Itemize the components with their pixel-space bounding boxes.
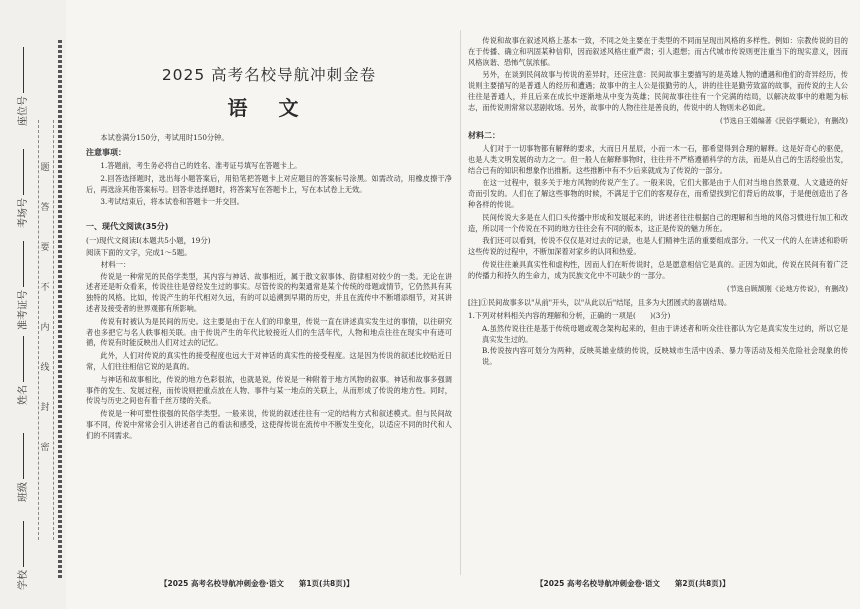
exam-title: 2025 高考名校导航冲刺金卷 bbox=[161, 66, 377, 84]
binding-border bbox=[58, 40, 62, 580]
passage-paragraph: 我们还可以看到，传说不仅仅是对过去的记录，也是人们精神生活的重要组成部分。一代又一代的人在讲述和聆听这些传说的过程中，不断加深着对家乡的认同和热爱。 bbox=[468, 236, 848, 257]
passage-paragraph: 民间传说大多是在人们口头传播中形成和发展起来的，讲述者往往根据自己的理解和当地的风俗习惯进行加工和改造，所以同一个传说在不同的地方往往会有不同的版本，这正是传说的魅力所在。 bbox=[468, 212, 848, 233]
seal-char: 密 bbox=[40, 443, 50, 453]
instruction-item: 2.回答选择题时，选出每小题答案后，用铅笔把答题卡上对应题目的答案标号涂黑。如需改动，用橡皮擦干净后，再选涂其他答案标号。回答非选择题时，将答案写在答题卡上，写在本试卷上无效。 bbox=[86, 173, 452, 194]
passage-paragraph: 传说是一种可塑性很强的民俗学类型。一般来说，传说的叙述往往有一定的结构方式和叙述模式。但与民间故事不同，传说中常常会引入讲述者自己的看法和感受，这使得传说在流传中不断发生变化，以适应不同的时代和人们的不同需求。 bbox=[86, 409, 452, 440]
passage-paragraph: 人们对于一切事物都有解释的要求，大而日月星辰，小而一木一石，都希望得到合理的解释。这是好奇心的驱使，也是人类文明发展的动力之一。但一般人在解释事物时，往往并不严格遵循科学的方法，而是从自己的生活经验出发，结合已有的知识和想象作出推断。这些推断中有不少后来就成为了传说的一部分。 bbox=[468, 144, 848, 175]
source-citation: (节选自顾颉刚《论地方传说》，有删改) bbox=[727, 284, 848, 293]
binding-field-room[interactable]: 考场号 bbox=[14, 149, 29, 228]
page-footer: 【2025 高考名校导航冲刺金卷·语文 第1页(共8页)】 bbox=[160, 579, 354, 588]
instructions-heading: 注意事项： bbox=[86, 148, 126, 158]
passage-paragraph: 另外，在谈到民间故事与传说的差异时，还应注意：民间故事主要描写的是英雄人物的遭遇和他们的奇异经历，传说则主要描写的是普通人的经历和遭遇；故事中的主人公是很勤劳的人，讲的往往是勤劳致富的故事，而传说的主人公往往是普通人，并且后来在成长中逐渐地从中变为英雄；民间故事往往有一个完满的结局，以解决故事中的难题为标志，而传说则常常以悲剧收场。另外，故事中的人物往往是善良的，传说中的人物则未必如此。 bbox=[468, 70, 848, 112]
instruction-item: 1.答题前，考生务必将自己的姓名、准考证号填写在答题卡上。 bbox=[100, 161, 302, 171]
seal-char: 答 bbox=[40, 203, 50, 213]
answer-option[interactable]: A.虽然传说往往是基于传统母题或观念架构起来的，但由于讲述者和听众往往都认为它是真实发生过的，所以它是真实发生过的。 bbox=[482, 323, 848, 344]
source-citation: (节选自王娟编著《民俗学概论》，有删改) bbox=[720, 116, 848, 125]
binding-field-class[interactable]: 班级 bbox=[14, 433, 29, 502]
passage-paragraph: 与神话和故事相比，传说的地方色彩很浓，也就是说，传说是一种附着于地方风物的叙事。神话和故事多强调事件的发生、发展过程，而传说则把重点放在人物、事件与某一地点的关联上，从而形成了传说的地方性。同时，传说与历史之间也有着千丝万缕的关系。 bbox=[86, 374, 452, 406]
left-column bbox=[86, 36, 452, 444]
seal-char: 题 bbox=[40, 163, 50, 173]
seal-char: 不 bbox=[40, 283, 50, 293]
seal-char: 封 bbox=[40, 403, 50, 413]
material-label: 材料一： bbox=[100, 260, 131, 270]
passage-paragraph: 传说和故事在叙述风格上基本一致，不同之处主要在于类型的不同而呈现出风格的多样性。例如：宗教传说的目的在于传播、确立和巩固某种信仰，因而叙述风格庄重严肃；引人遐想；而古代城市传说则更注重当下的现实意义，因而风格诙谐、恐怖气氛浓郁。 bbox=[468, 36, 848, 67]
exam-intro: 本试卷满分150分，考试用时150分钟。 bbox=[100, 133, 229, 143]
answer-option[interactable]: B.传说按内容可划分为两种，反映英雄业绩的传说，反映城市生活中凶杀、暴力等活动及相关危险社会现象的传说。 bbox=[482, 346, 848, 367]
seal-char: 内 bbox=[40, 323, 50, 333]
column-divider bbox=[460, 30, 461, 575]
binding-field-exam-number[interactable]: 准考证号 bbox=[14, 241, 29, 330]
reading-prompt: 阅读下面的文字，完成1～5题。 bbox=[86, 248, 192, 258]
question-stem: 1.下列对材料相关内容的理解和分析，正确的一项是( )(3分) bbox=[468, 310, 671, 320]
subject-title: 语 文 bbox=[227, 96, 311, 121]
passage-paragraph: 在这一过程中，很多关于地方风物的传说产生了。一般来说，它们大都是由于人们对当地自然景观、人文遗迹的好奇而引发的。人们在了解这些事物的时候，不满足于它们的客观存在，而希望找到它们背后的故事，于是便创造出了各种各样的传说。 bbox=[468, 178, 848, 210]
binding-margin bbox=[0, 0, 66, 609]
material-label: 材料二： bbox=[468, 131, 500, 141]
seal-char: 线 bbox=[40, 363, 50, 373]
footnote: [注]①民间故事多以"从前"开头，以"从此以后"结尾，且多为大团圆式的喜剧结局。 bbox=[468, 298, 732, 308]
section-heading: 一、现代文阅读(35分) bbox=[86, 222, 169, 232]
instruction-item: 3.考试结束后，将本试卷和答题卡一并交回。 bbox=[100, 197, 244, 207]
binding-field-seat[interactable]: 座位号 bbox=[14, 47, 29, 126]
passage-paragraph: 传说是一种常见的民俗学类型，其内容与神话、故事相近，属于散文叙事体、韵律相对较少的一类。无论在讲述者还是听众看来，传说往往是曾经发生过的事实。尽管传说的构架通常是某个传统的母题或情节，它仍然具有其独特的风格。比如，传说产生的年代相对久远，有的可以追溯到早期的历史，并且在流传中不断增添细节，对其讲述者及接受者的世界观都有所影响。 bbox=[86, 271, 452, 313]
page-footer: 【2025 高考名校导航冲刺金卷·语文 第2页(共8页)】 bbox=[536, 579, 730, 588]
seal-char: 要 bbox=[40, 243, 50, 253]
passage-paragraph: 此外，人们对传说的真实性的接受程度也远大于对神话的真实性的接受程度。这是因为传说的叙述比较贴近日常，人们往往相信它说的是真的。 bbox=[86, 351, 452, 371]
right-column bbox=[468, 36, 848, 369]
subsection-heading: (一)现代文阅读Ⅰ(本题共5小题，19分) bbox=[86, 236, 211, 246]
binding-field-school[interactable]: 学校 bbox=[14, 521, 29, 590]
passage-paragraph: 传说有时被认为是民间的历史。这主要是由于在人们的印象里，传说一直在讲述真实发生过的事情，以往研究者也多把它与名人轶事相关联。由于传说产生的年代比较接近人们的生活年代，人物和地点往往在现实中有迹可循，传说有时能反映出人们对过去的记忆。 bbox=[86, 316, 452, 348]
passage-paragraph: 传说往往兼具真实性和虚构性，因而人们在听传说时，总是愿意相信它是真的。正因为如此，传说在民间有着广泛的传播力和持久的生命力，成为民族文化中不可缺少的一部分。 bbox=[468, 260, 848, 280]
binding-field-name[interactable]: 姓名 bbox=[14, 336, 29, 405]
